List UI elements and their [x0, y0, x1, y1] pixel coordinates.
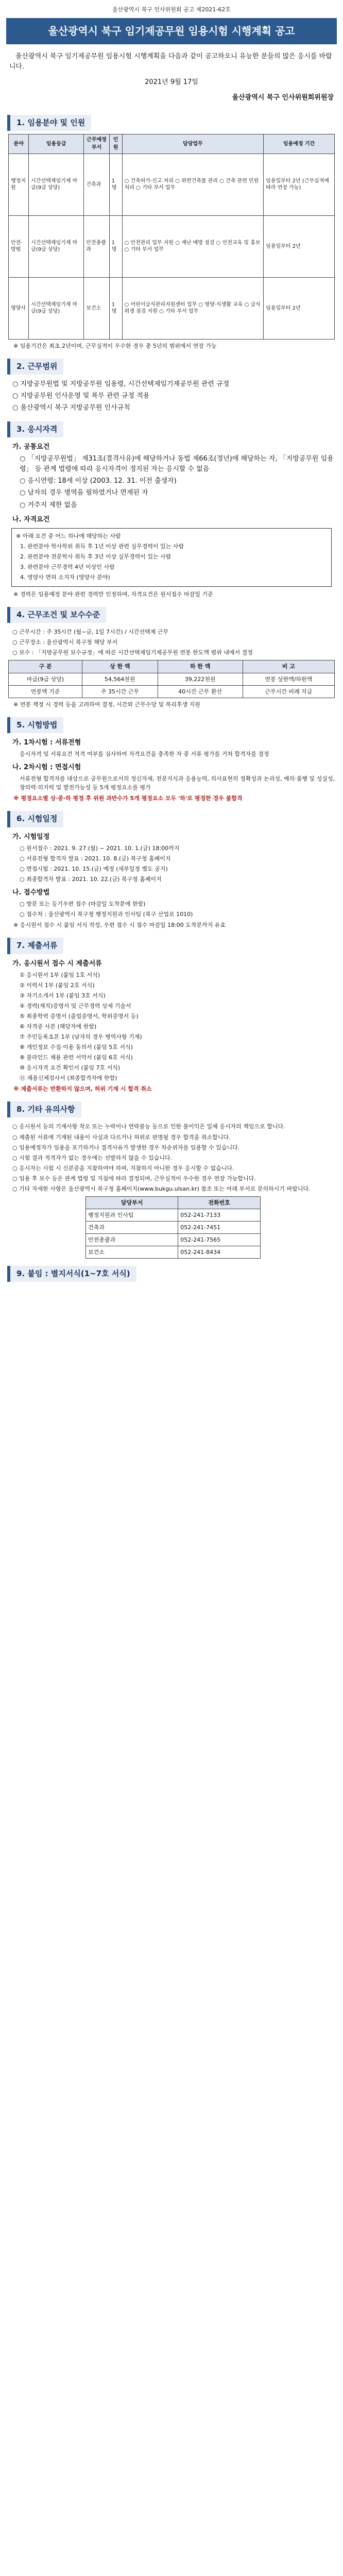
cell: 40시간 근무 환산: [158, 685, 243, 698]
cell: 임용일부터 2년: [264, 277, 335, 339]
sub-heading: 가. 시험일정: [12, 833, 50, 841]
list-item: ○ 시험 결과 적격자가 없는 경우에는 선발하지 않을 수 있습니다.: [12, 1154, 173, 1161]
list-item: ○ 임용 후 보수 등은 관계 법령 및 지침에 따라 결정되며, 근무실적이 우수한 경우 연장 가능합니다.: [12, 1175, 256, 1182]
col-phone: 전화번호: [178, 1196, 261, 1209]
section-7-body: [8, 959, 335, 1094]
recruit-table: [8, 134, 335, 340]
recruit-note: ※ 임용기간은 최초 2년이며, 근무실적이 우수한 경우 총 5년의 범위에서 연장 가능: [13, 342, 217, 349]
table-row: [86, 1209, 261, 1221]
sub-heading: 나. 2차시험 : 면접시험: [12, 764, 81, 772]
section-8-body: [8, 1122, 335, 1259]
contact-table-wrap: [85, 1196, 261, 1259]
cell: 1명: [109, 215, 122, 277]
cell: 1명: [109, 277, 122, 339]
section-2-body: [8, 379, 335, 413]
cell: 39,222천원: [158, 673, 243, 685]
list-item: ○ 기타 자세한 사항은 울산광역시 북구청 홈페이지(www.bukgu.ulsan.kr) 참조 또는 아래 부서로 문의하시기 바랍니다.: [12, 1185, 311, 1192]
recruit-table-wrap: [8, 134, 335, 350]
col-count: 인원: [109, 134, 122, 154]
intro-text: 울산광역시 북구 임기제공무원 임용시험 시행계획을 다음과 같이 공고하오니 유능한 분들의 많은 응시를 바랍니다.: [9, 53, 332, 71]
col-max: 상 한 액: [82, 660, 158, 673]
col-category: 구 분: [9, 660, 82, 673]
col-dept: 근무예정부서: [84, 134, 109, 154]
cell: 052-241-7133: [178, 1209, 261, 1221]
section-7-heading: 7. 제출서류: [7, 938, 63, 954]
paragraph: 서류전형 합격자를 대상으로 공무원으로서의 정신자세, 전문지식과 응용능력, 의사표현의 정확성과 논리성, 예의·품행 및 성실성, 창의력·의지력 및 발전가능성 등 5개 평정요소를 평가: [20, 775, 335, 791]
section-4-body: [8, 628, 335, 708]
list-item: ○ 근무장소 : 울산광역시 북구청 해당 부서: [12, 639, 118, 646]
cell: ○ 건축허가·신고 처리 ○ 위반건축물 관리 ○ 건축 관련 민원 처리 ○ 기타 부서 업무: [122, 154, 264, 215]
section-9-heading: 9. 붙임 : 별지서식(1~7호 서식): [7, 1266, 136, 1282]
list-item: ○ 최종합격자 발표 : 2021. 10. 22.(금) 북구청 홈페이지: [20, 875, 162, 883]
qualification-note: ※ 경력은 임용예정 분야 관련 경력만 인정하며, 자격요건은 원서접수 마감일 기준: [13, 591, 213, 598]
cell: 임용일부터 2년: [264, 215, 335, 277]
paragraph: 응시자격 및 서류요건 적격 여부를 심사하여 자격요건을 충족한 자 중 서류 평가를 거쳐 합격자를 결정: [20, 751, 269, 758]
list-item: ○ 응시자는 시험 시 신분증을 지참하여야 하며, 지참하지 아니한 경우 응시할 수 없습니다.: [12, 1164, 234, 1172]
table-row: [9, 277, 335, 339]
list-item: ⑨ 블라인드 채용 관련 서약서 (붙임 6호 서식): [20, 1054, 133, 1061]
pay-note: ※ 연봉 책정 시 경력 등을 고려하여 결정, 시간외 근무수당 및 복리후생 지원: [13, 701, 200, 708]
section-6-heading: 6. 시험일정: [7, 811, 63, 827]
list-item: ○ 제출된 서류에 기재된 내용이 사실과 다르거나 허위로 판명될 경우 합격을 취소합니다.: [12, 1133, 231, 1141]
cell: 행정지원: [9, 154, 29, 215]
list-item: ○ 지방공무원 인사운영 및 복무 관련 규정 적용: [12, 392, 150, 400]
table-row: [9, 154, 335, 215]
cell: 건축과: [86, 1221, 178, 1233]
cell: 보건소: [84, 277, 109, 339]
notice-title: 울산광역시 북구 임기제공무원 임용시험 시행계획 공고: [6, 18, 337, 44]
list-item: ○ 접수처 : 울산광역시 북구청 행정지원과 인사팀 (북구 산업로 1010): [20, 911, 193, 918]
cell: 근무시간 비례 지급: [243, 685, 334, 698]
list-item: ○ 면접시험 : 2021. 10. 15.(금) 예정 (세부일정 별도 공지): [20, 865, 168, 872]
col-min: 하 한 액: [158, 660, 243, 673]
section-8-heading: 8. 기타 유의사항: [7, 1101, 81, 1117]
list-item: 4. 영양사 면허 소지자 (영양사 분야): [20, 574, 110, 581]
table-row: [86, 1246, 261, 1258]
cell: 보건소: [86, 1246, 178, 1258]
col-period: 임용예정 기간: [264, 134, 335, 154]
list-item: ○ 「지방공무원법」 제31조(결격사유)에 해당하거나 동법 제66조(정년)에 해당하는 자, 「지방공무원 임용령」 등 관계 법령에 따라 응시자격이 정지된 자는 응시할 수 없음: [20, 454, 334, 473]
cell: 영양사: [9, 277, 29, 339]
list-item: ○ 근무시간 : 주 35시간 (월~금, 1일 7시간) / 시간선택제 근무: [12, 629, 169, 636]
col-remark: 비 고: [243, 660, 334, 673]
list-item: ○ 원서접수 : 2021. 9. 27.(월) ~ 2021. 10. 1.(금) 18:00까지: [20, 844, 180, 852]
section-2-heading: 2. 근무범위: [7, 359, 63, 375]
cell: ○ 어린이급식관리지원센터 업무 ○ 영양·식생활 교육 ○ 급식 위생 점검 지원 ○ 기타 부서 업무: [122, 277, 264, 339]
cell: 시간선택제임기제 마급(9급 상당): [29, 154, 84, 215]
cell: 시간선택제임기제 마급(9급 상당): [29, 215, 84, 277]
cell: 시간선택제임기제 마급(9급 상당): [29, 277, 84, 339]
list-item: ○ 거주지 제한 없음: [20, 501, 77, 509]
list-item: ○ 방문 또는 등기우편 접수 (마감일 도착분에 한함): [20, 901, 146, 908]
list-item: ○ 남자의 경우 병역을 필하였거나 면제된 자: [20, 489, 148, 497]
list-item: ⑧ 개인정보 수집·이용 동의서 (붙임 5호 서식): [20, 1043, 133, 1050]
table-row: [86, 1221, 261, 1233]
section-1-heading: 1. 임용분야 및 인원: [7, 115, 91, 131]
col-department: 담당부서: [86, 1196, 178, 1209]
list-item: ② 이력서 1부 (붙임 2호 서식): [20, 981, 95, 989]
qualification-intro: ※ 아래 요건 중 어느 하나에 해당하는 사람: [16, 532, 121, 539]
sub-heading: 가. 응시원서 접수 시 제출서류: [12, 959, 102, 968]
table-row: [9, 685, 335, 698]
sub-heading: 나. 접수방법: [12, 888, 50, 896]
list-item: ⑥ 자격증 사본 (해당자에 한함): [20, 1023, 97, 1030]
cell: 안전총괄과: [86, 1233, 178, 1246]
sub-heading: 가. 공통요건: [12, 443, 50, 451]
contact-table: [85, 1196, 261, 1259]
list-item: ○ 임용예정자가 임용을 포기하거나 결격사유가 발생한 경우 차순위자를 임용할 수 있습니다.: [12, 1144, 240, 1151]
pay-table: [8, 660, 335, 698]
cell: 052-241-7565: [178, 1233, 261, 1246]
table-row: [9, 673, 335, 685]
cell: 임용일부터 2년 (근무실적에 따라 연장 가능): [264, 154, 335, 215]
documents-note: ※ 제출서류는 반환하지 않으며, 허위 기재 시 합격 취소: [13, 1086, 152, 1093]
list-item: ○ 응시원서 등의 기재사항 착오 또는 누락이나 연락불능 등으로 인한 불이익은 일체 응시자의 책임으로 합니다.: [12, 1123, 285, 1130]
section-6-body: [8, 832, 335, 930]
table-row: [9, 215, 335, 277]
list-item: ⑤ 최종학력 증명서 (졸업증명서, 학위증명서 등): [20, 1012, 139, 1020]
list-item: ⑩ 응시자격 요건 확인서 (붙임 7호 서식): [20, 1064, 121, 1072]
list-item: ⑦ 주민등록초본 1부 (남자의 경우 병역사항 기재): [20, 1033, 142, 1040]
cell: 연봉액 기준: [9, 685, 82, 698]
col-field: 분야: [9, 134, 29, 154]
list-item: 3. 관련분야 근무경력 4년 이상인 사람: [20, 563, 115, 570]
list-item: ④ 경력(재직)증명서 및 근무경력 상세 기술서: [20, 1002, 131, 1009]
sub-heading: 가. 1차시험 : 서류전형: [12, 738, 81, 747]
list-item: ○ 서류전형 합격자 발표 : 2021. 10. 8.(금) 북구청 홈페이지: [20, 855, 171, 862]
cell: 052-241-8434: [178, 1246, 261, 1258]
cell: 1명: [109, 154, 122, 215]
notice-date: 2021년 9월 17일: [145, 78, 198, 87]
table-row: [86, 1233, 261, 1246]
cell: ○ 안전관리 업무 지원 ○ 재난 예방 점검 ○ 안전교육 및 홍보 ○ 기타 부서 업무: [122, 215, 264, 277]
qualification-box: [11, 528, 332, 587]
list-item: 2. 관련분야 전문학사 취득 후 3년 이상 실무경력이 있는 사람: [20, 553, 172, 560]
list-item: ① 응시원서 1부 (붙임 1호 서식): [20, 971, 100, 978]
issuer: 울산광역시 북구 인사위원회위원장: [232, 94, 334, 102]
cell: 주 35시간 근무: [82, 685, 158, 698]
list-item: ○ 응시연령: 18세 이상 (2003. 12. 31. 이전 출생자): [20, 477, 177, 485]
interview-note: ※ 평정요소별 상·중·하 평정 후 위원 과반수가 5개 평정요소 모두 '하'로 평정한 경우 불합격: [13, 795, 243, 802]
cell: 행정지원과 인사팀: [86, 1209, 178, 1221]
col-duty: 담당업무: [122, 134, 264, 154]
cell: 052-241-7451: [178, 1221, 261, 1233]
section-3-heading: 3. 응시자격: [7, 421, 63, 437]
cell: 54,564천원: [82, 673, 158, 685]
sub-heading: 나. 자격요건: [12, 515, 50, 523]
notice-number: 울산광역시 북구 인사위원회 공고 제2021-62호: [112, 6, 231, 13]
list-item: ⑪ 채용신체검사서 (최종합격자에 한함): [20, 1075, 117, 1082]
submission-note: ※ 응시원서 접수 시 붙임 서식 작성, 우편 접수 시 접수 마감일 18:00 도착분까지 유효: [13, 922, 226, 929]
section-5-heading: 5. 시험방법: [7, 717, 63, 733]
section-3-body: [8, 442, 335, 599]
list-item: 1. 관련분야 학사학위 취득 후 1년 이상 관련 실무경력이 있는 사람: [20, 543, 184, 550]
cell: 안전총괄과: [84, 215, 109, 277]
list-item: ○ 울산광역시 북구 지방공무원 인사규칙: [12, 404, 130, 412]
list-item: ○ 보수 : 「지방공무원 보수규정」에 따른 시간선택제임기제공무원 연봉 한도액 범위 내에서 결정: [12, 649, 253, 656]
section-5-body: [8, 738, 335, 803]
cell: 안전·방범: [9, 215, 29, 277]
cell: 마급(9급 상당): [9, 673, 82, 685]
list-item: ③ 자기소개서 1부 (붙임 3호 서식): [20, 992, 106, 999]
section-4-heading: 4. 근무조건 및 보수수준: [7, 607, 106, 623]
col-grade: 임용등급: [29, 134, 84, 154]
cell: 건축과: [84, 154, 109, 215]
list-item: ○ 지방공무원법 및 지방공무원 임용령, 시간선택제임기제공무원 관련 규정: [12, 380, 230, 388]
cell: 연봉 상한액/하한액: [243, 673, 334, 685]
